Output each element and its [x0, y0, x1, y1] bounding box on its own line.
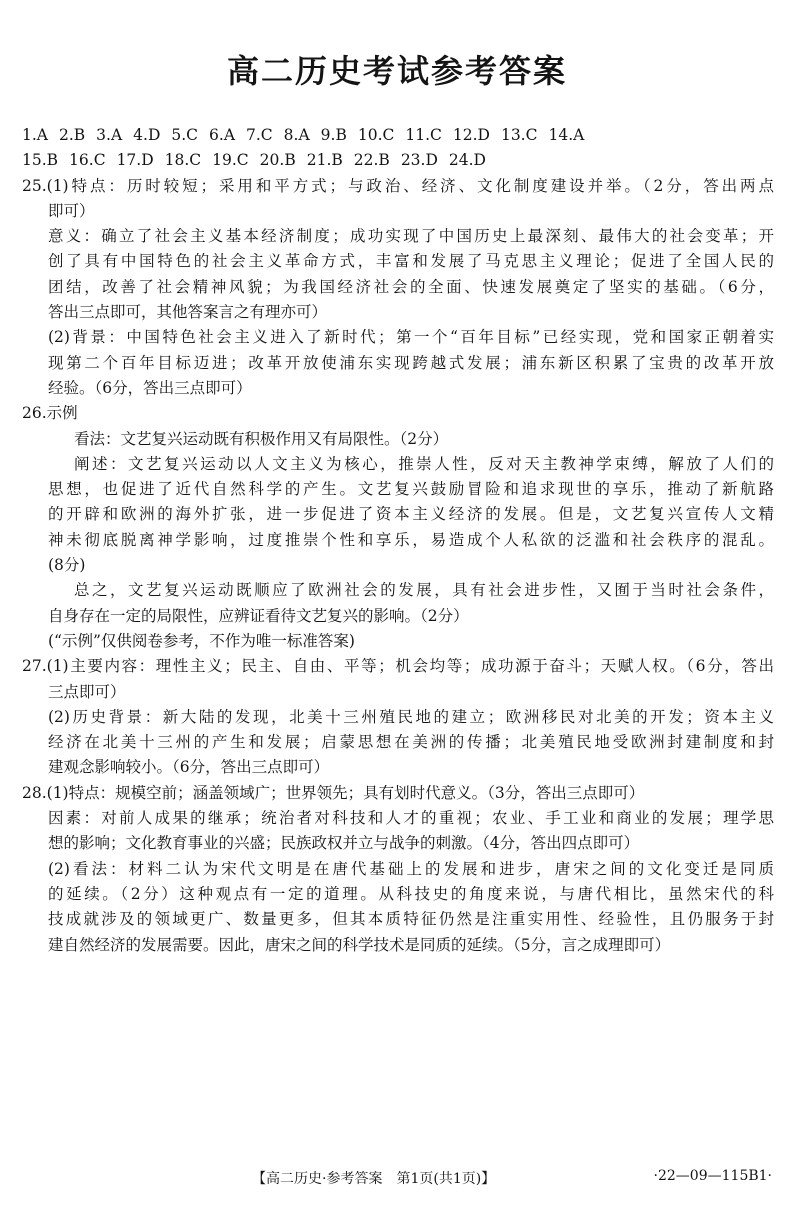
answer-key-item: 23.D	[400, 151, 438, 170]
answer-body	[22, 123, 774, 958]
answer-text-line: 28.(1)特点：规模空前；涵盖领域广；世界领先；具有划时代意义。（3分，答出三点即可）	[22, 783, 645, 802]
answer-text-line: 因素：对前人成果的继承；统治者对科技和人才的重视；农业、手工业和商业的发展；理学思	[48, 809, 774, 828]
answer-key-item: 3.A	[96, 126, 123, 144]
answer-text-line: 的开辟和欧洲的海外扩张，进一步促进了资本主义经济的发展。但是，文艺复兴宣传人文精	[48, 505, 774, 524]
answer-text-line: (2)背景：中国特色社会主义进入了新时代；第一个“百年目标”已经实现，党和国家正朝着实	[48, 328, 774, 347]
answer-text-line: 思想，也促进了近代自然科学的产生。文艺复兴鼓励冒险和追求现世的享乐，推动了新航路	[48, 480, 774, 499]
answer-text-line: 想的影响；文化教育事业的兴盛；民族政权并立与战争的刺激。（4分，答出四点即可）	[48, 834, 640, 853]
answer-text-line: 技成就涉及的领域更广、数量更多，但其本质特征仍然是注重实用性、经验性，且仍服务于封	[48, 910, 774, 929]
answer-key-item: 19.C	[212, 151, 249, 170]
answer-text-line: 现第二个百年目标迈进；改革开放使浦东实现跨越式发展；浦东新区积累了宝贵的改革开放	[48, 353, 774, 372]
answer-key-item: 21.B	[306, 151, 343, 170]
answer-text-line: 看法：文艺复兴运动既有积极作用又有局限性。（2分）	[74, 429, 449, 448]
answer-text-line: 阐述：文艺复兴运动以人文主义为核心，推崇人性，反对天主教神学束缚，解放了人们的	[74, 454, 774, 473]
answer-text-line: 创了具有中国特色的社会主义革命方式，丰富和发展了马克思主义理论；促进了全国人民的	[48, 252, 774, 271]
answer-text-line: 即可）	[48, 201, 95, 220]
answer-text-line: 意义：确立了社会主义基本经济制度；成功实现了中国历史上最深刻、最伟大的社会变革；开	[48, 227, 774, 246]
answer-key-item: 16.C	[69, 151, 106, 170]
answer-text-line: 经济在北美十三州的产生和发展；启蒙思想在美洲的传播；北美殖民地受欧洲封建制度和封	[48, 733, 774, 752]
answer-text-line: 经验。（6分，答出三点即可）	[48, 378, 252, 397]
answer-key-item: 22.B	[353, 151, 390, 170]
answer-text-line: (8分)	[48, 556, 86, 575]
answer-text-line: 团结，改善了社会精神风貌；为我国经济社会的全面、快速发展奠定了坚实的基础。（6分，	[48, 277, 774, 296]
answer-key-item: 13.C	[500, 126, 538, 144]
answer-key-row-2	[22, 148, 774, 173]
answer-key-item: 7.C	[246, 126, 273, 144]
answer-key-row-1	[22, 123, 774, 148]
answer-key-item: 14.A	[548, 126, 585, 144]
answer-key-item: 5.C	[171, 126, 199, 144]
answer-text-line: 26.示例	[22, 404, 78, 423]
answer-text-line: 25.(1)特点：历时较短；采用和平方式；与政治、经济、文化制度建设并举。（2分，答出两点	[22, 176, 774, 195]
answer-text-line: (2)看法：材料二认为宋代文明是在唐代基础上的发展和进步，唐宋之间的文化变迁是同质	[48, 859, 774, 878]
answer-key-item: 9.B	[320, 126, 347, 144]
answer-key-item: 24.D	[448, 151, 486, 170]
answer-key-item: 11.C	[405, 126, 442, 144]
answer-text-line: 答出三点即可，其他答案言之有理亦可）	[48, 303, 328, 322]
footer-page-info: 【高二历史·参考答案 第1页(共1页)】	[252, 1171, 496, 1187]
answer-text-line: 的延续。（2分）这种观点有一定的道理。从科技史的角度来说，与唐代相比，虽然宋代的科	[48, 884, 774, 903]
answer-text-line: 三点即可）	[48, 682, 126, 701]
answer-text-line: 自身存在一定的局限性，应辨证看待文艺复兴的影响。（2分）	[48, 606, 469, 625]
answer-key-item: 4.D	[133, 126, 161, 144]
answer-key-item: 17.D	[116, 151, 154, 170]
answer-text-line: 总之，文艺复兴运动既顺应了欧洲社会的发展，具有社会进步性，又囿于当时社会条件，	[74, 581, 774, 600]
answer-text-line: 建自然经济的发展需要。因此，唐宋之间的科学技术是同质的延续。（5分，言之成理即可）	[48, 935, 671, 954]
answer-text-line: (2)历史背景：新大陆的发现，北美十三州殖民地的建立；欧洲移民对北美的开发；资本主义	[48, 707, 774, 726]
answer-text-line: (“示例”仅供阅卷参考，不作为唯一标准答案)	[48, 631, 355, 650]
answer-text-line: 神未彻底脱离神学影响，过度推崇个性和享乐，易造成个人私欲的泛滥和社会秩序的混乱。	[48, 530, 774, 549]
answer-key-item: 2.B	[58, 126, 86, 144]
answer-key-item: 6.A	[209, 126, 236, 144]
answer-key-item: 15.B	[22, 151, 59, 170]
footer-code: ·22—09—115B1·	[653, 1168, 772, 1184]
answer-key-item: 18.C	[164, 151, 202, 170]
answer-key-item: 1.A	[22, 126, 48, 144]
answer-text-line: 建观念影响较小。（6分，答出三点即可）	[48, 758, 330, 777]
answer-key-item: 10.C	[357, 126, 395, 144]
answer-text-block	[22, 174, 774, 958]
answer-key-item: 20.B	[259, 151, 296, 170]
answer-key-item: 12.D	[452, 126, 490, 144]
answer-key-item: 8.A	[283, 126, 310, 144]
answer-text-line: 27.(1)主要内容：理性主义；民主、自由、平等；机会均等；成功源于奋斗；天赋人权。（6分，答出	[22, 657, 774, 676]
page-title: 高二历史考试参考答案	[226, 52, 567, 90]
